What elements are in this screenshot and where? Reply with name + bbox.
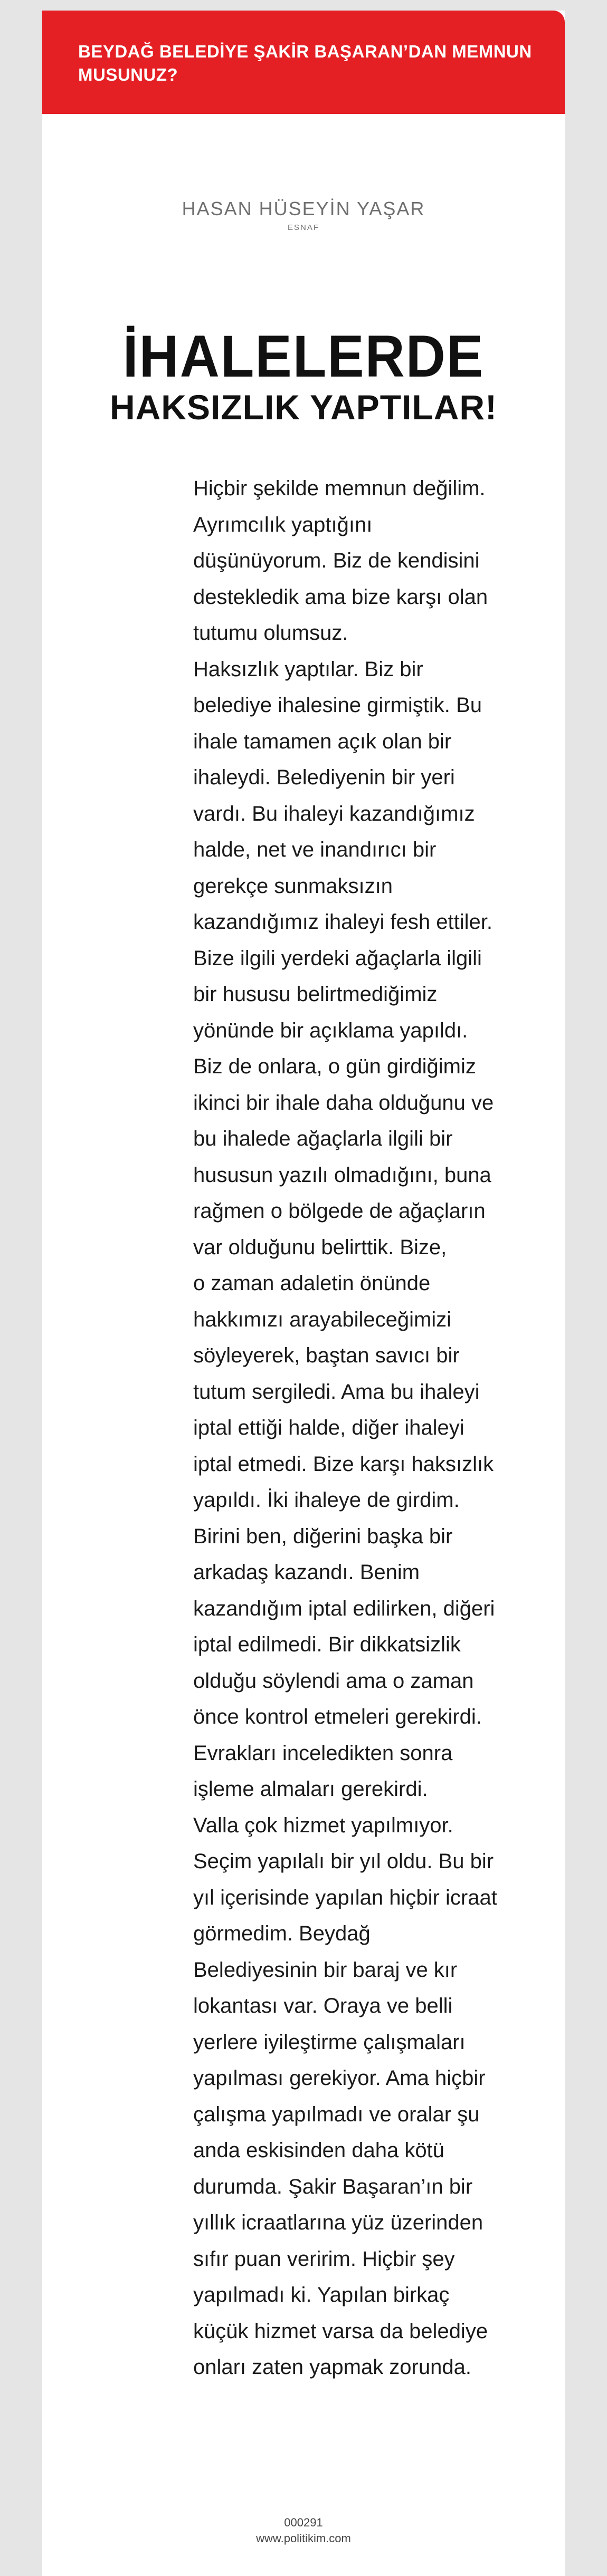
headline: [42, 323, 565, 428]
question-banner: [42, 11, 565, 114]
website-link[interactable]: www.politikim.com: [256, 2532, 351, 2545]
byline: [42, 198, 565, 233]
page-sheet: [42, 11, 565, 2576]
headline-line-2: HAKSIZLIK YAPTILAR!: [109, 388, 498, 427]
banner-question: BEYDAĞ BELEDİYE ŞAKİR BAŞARAN’DAN MEMNUN MUSUNUZ?: [78, 42, 532, 84]
article-paragraph: Valla çok hizmet yapılmıyor. Seçim yapılalı bir yıl oldu. Bu bir yıl içerisinde yapılan hiçbir icraat görmedim. Beydağ Belediyesinin bir baraj ve kır lokantası var. Oraya ve belli yerlere iyileştirme çalışmaları yapılması gerekiyor. Ama hiçbir çalışma yapılmadı ve oralar şu anda eskisinden daha kötü durumda. Şakir Başaran’ın bir yıllık icraatlarına yüz üzerinden sıfır puan veririm. Hiçbir şey yapılmadı ki. Yapılan birkaç küçük hizmet varsa da belediye onları zaten yapmak zorunda.: [193, 1813, 497, 2379]
author-role: ESNAF: [287, 223, 319, 232]
author-name: HASAN HÜSEYİN YAŞAR: [182, 198, 425, 219]
article-paragraph: Hiçbir şekilde memnun değilim. Ayrımcılık yaptığını düşünüyorum. Biz de kendisini destekledik ama bize karşı olan tutumu olumsuz.: [193, 477, 488, 645]
headline-line-1: İHALELERDE: [122, 323, 485, 390]
article-paragraph: Haksızlık yaptılar. Biz bir belediye ihalesine girmiştik. Bu ihale tamamen açık olan bir ihaleydi. Belediyenin bir yeri vardı. Bu ihaleyi kazandığımız halde, net ve inandırıcı bir gerekçe sunmaksızın kazandığımız ihaleyi fesh ettiler. Bize ilgili yerdeki ağaçlarla ilgili bir hususu belirtmediğimiz yönünde bir açıklama yapıldı. Biz de onlara, o gün girdiğimiz ikinci bir ihale daha olduğunu ve bu ihalede ağaçlarla ilgili bir hususun yazılı olmadığını, buna rağmen o bölgede de ağaçların var olduğunu belirttik. Bize,: [193, 657, 494, 1259]
page-number: 000291: [284, 2516, 323, 2529]
article-body: [193, 470, 499, 2386]
page-footer: [42, 2515, 565, 2546]
article-paragraph: o zaman adaletin önünde hakkımızı arayabileceğimizi söyleyerek, baştan savıcı bir tutum sergiledi. Ama bu ihaleyi iptal ettiği halde, diğer ihaleyi iptal etmedi. Bize karşı haksızlık yapıldı. İki ihaleye de girdim. Birini ben, diğerini başka bir arkadaş kazandı. Benim kazandığım iptal edilirken, diğeri iptal edilmedi. Bir dikkatsizlik olduğu söylendi ama o zaman önce kontrol etmeleri gerekirdi. Evrakları inceledikten sonra işleme almaları gerekirdi.: [193, 1272, 495, 1801]
